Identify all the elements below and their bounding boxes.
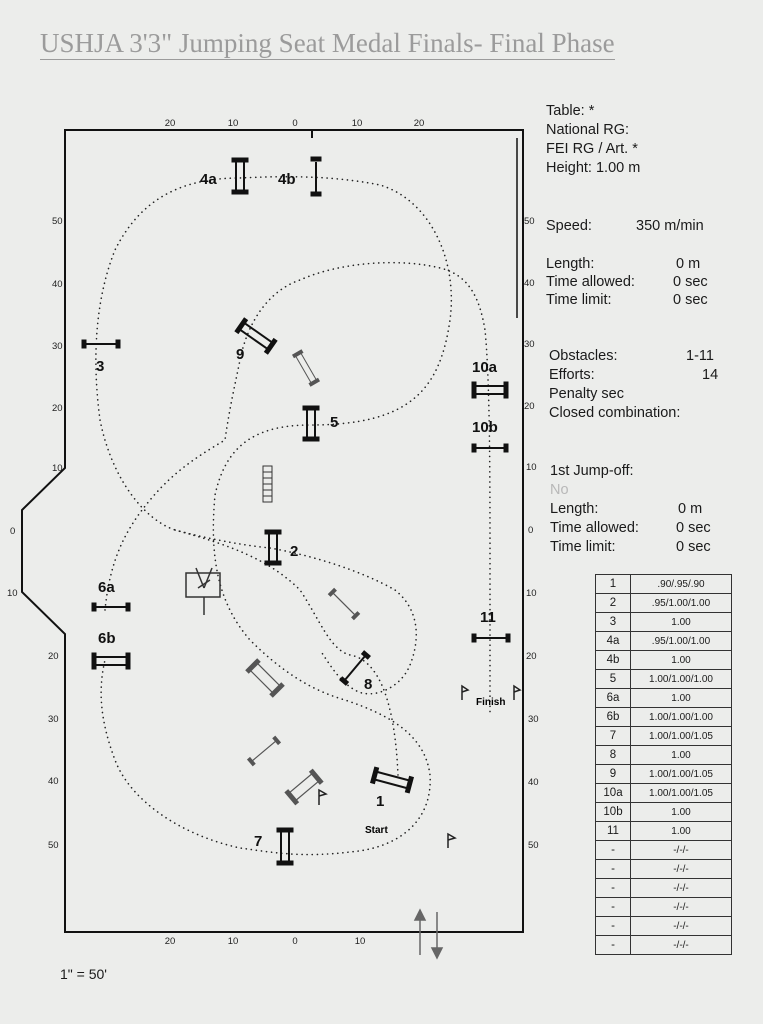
fence-label: 9: [236, 346, 245, 363]
info-speed-value: 350 m/min: [636, 218, 704, 234]
table-row: [596, 727, 732, 746]
table-row: [596, 765, 732, 784]
fence-number-cell: 5: [596, 670, 631, 689]
fence-number-cell: 10a: [596, 784, 631, 803]
fence-label: 2: [290, 543, 299, 560]
info-speed-label: Speed:: [546, 218, 592, 234]
start-flag-icon: [319, 790, 326, 805]
info-closed-combination: Closed combination:: [549, 405, 681, 421]
table-row: [596, 822, 732, 841]
fence-unnumbered: [263, 466, 272, 502]
fence-label: 1: [376, 793, 385, 810]
fence-label: 6b: [98, 630, 116, 647]
info-length-value: 0 m: [676, 256, 701, 272]
fence-height-cell: -/-/-: [631, 898, 732, 917]
fence-4b: [311, 157, 321, 196]
top-tick: 10: [227, 118, 239, 129]
right-tick: 50: [528, 840, 539, 851]
right-tick: 30: [528, 714, 539, 725]
left-tick: 40: [52, 279, 63, 290]
fence-height-cell: 1.00: [631, 822, 732, 841]
table-row: [596, 860, 732, 879]
fence-height-cell: .95/1.00/1.00: [631, 594, 732, 613]
fence-label: 8: [364, 676, 373, 693]
fence-10a: [472, 382, 508, 398]
fence-height-cell: -/-/-: [631, 917, 732, 936]
right-tick: 20: [526, 651, 537, 662]
page-title: USHJA 3'3" Jumping Seat Medal Finals- Final Phase: [40, 28, 615, 58]
fence-unnumbered: [328, 588, 359, 619]
info-time-allowed-value: 0 sec: [673, 274, 708, 290]
left-tick: 10: [7, 588, 18, 599]
left-tick: 20: [52, 403, 63, 414]
start-label: Start: [365, 825, 388, 836]
info-jo-time-limit-value: 0 sec: [676, 539, 711, 555]
fence-height-cell: 1.00/1.00/1.05: [631, 727, 732, 746]
fence-number-cell: 10b: [596, 803, 631, 822]
right-tick: 50: [524, 216, 535, 227]
fence-1: [371, 767, 414, 793]
fence-2: [265, 530, 281, 565]
fence-height-cell: -/-/-: [631, 879, 732, 898]
top-tick: 20: [164, 118, 176, 129]
fence-number-cell: -: [596, 898, 631, 917]
left-tick: 40: [48, 776, 59, 787]
info-length-label: Length:: [546, 256, 595, 272]
table-row: [596, 784, 732, 803]
fence-height-cell: .90/.95/.90: [631, 575, 732, 594]
right-tick: 40: [524, 278, 535, 289]
bottom-tick: 10: [227, 936, 239, 947]
scale-note: 1" = 50': [60, 966, 107, 982]
info-efforts-label: Efforts:: [549, 367, 595, 383]
fence-number-cell: 8: [596, 746, 631, 765]
fence-label: 5: [330, 414, 339, 431]
fence-number-cell: 9: [596, 765, 631, 784]
table-row: [596, 670, 732, 689]
table-row: [596, 917, 732, 936]
fence-label: 11: [480, 609, 496, 626]
right-tick: 0: [528, 525, 534, 536]
info-jo-length-value: 0 m: [678, 501, 703, 517]
table-row: [596, 613, 732, 632]
info-jo-time-allowed-value: 0 sec: [676, 520, 711, 536]
left-tick: 10: [52, 463, 63, 474]
left-tick: 20: [48, 651, 59, 662]
left-tick: 30: [48, 714, 59, 725]
info-jumpoff-value: No: [550, 482, 569, 498]
fence-7: [277, 828, 293, 865]
fence-height-cell: -/-/-: [631, 841, 732, 860]
table-row: [596, 632, 732, 651]
fence-unnumbered: [248, 736, 281, 765]
fence-number-cell: -: [596, 841, 631, 860]
fence-height-cell: 1.00/1.00/1.00: [631, 708, 732, 727]
info-time-limit-label: Time limit:: [546, 292, 612, 308]
fence-label: 10a: [472, 359, 498, 376]
table-row: [596, 841, 732, 860]
table-row: [596, 879, 732, 898]
fence-label: 4a: [200, 171, 217, 188]
start-flag-icon: [448, 834, 455, 848]
fence-unnumbered: [285, 769, 323, 804]
bottom-tick: 20: [164, 936, 176, 947]
fence-label: 10b: [472, 419, 498, 436]
table-row: [596, 898, 732, 917]
right-tick: 40: [528, 777, 539, 788]
judges-box: [186, 568, 220, 615]
fence-3: [82, 340, 120, 348]
finish-label: Finish: [476, 697, 506, 708]
fence-unnumbered: [293, 350, 320, 386]
info-panel: [546, 0, 763, 560]
fence-height-cell: .95/1.00/1.00: [631, 632, 732, 651]
finish-flag-icon: [514, 686, 520, 700]
fence-number-cell: -: [596, 879, 631, 898]
fence-number-cell: 3: [596, 613, 631, 632]
fence-label: 6a: [98, 579, 115, 596]
fence-number-cell: 2: [596, 594, 631, 613]
fence-height-cell: 1.00/1.00/1.05: [631, 784, 732, 803]
bottom-tick: 10: [354, 936, 366, 947]
fence-height-cell: -/-/-: [631, 860, 732, 879]
info-fei-rg: FEI RG / Art. *: [546, 141, 638, 157]
heights-table: [595, 574, 732, 955]
info-jo-length-label: Length:: [550, 501, 599, 517]
fence-11: [472, 634, 510, 642]
table-row: [596, 803, 732, 822]
fence-number-cell: 1: [596, 575, 631, 594]
fence-label: 4b: [278, 171, 296, 188]
fence-number-cell: 11: [596, 822, 631, 841]
fence-height-cell: 1.00/1.00/1.05: [631, 765, 732, 784]
info-jo-time-limit-label: Time limit:: [550, 539, 616, 555]
top-tick: 10: [351, 118, 363, 129]
track-path: [105, 263, 490, 712]
left-tick: 0: [10, 526, 16, 537]
right-tick: 10: [526, 462, 537, 473]
table-row: [596, 575, 732, 594]
entrance-arrows: [415, 910, 442, 958]
bottom-tick: 0: [292, 936, 298, 947]
fence-height-cell: 1.00: [631, 746, 732, 765]
fence-number-cell: 7: [596, 727, 631, 746]
fence-height-cell: 1.00/1.00/1.00: [631, 670, 732, 689]
right-tick: 30: [524, 339, 535, 350]
finish-flag-icon: [462, 686, 468, 700]
table-row: [596, 651, 732, 670]
right-tick: 20: [524, 401, 535, 412]
info-obstacles-label: Obstacles:: [549, 348, 618, 364]
info-national-rg: National RG:: [546, 122, 630, 138]
info-time-limit-value: 0 sec: [673, 292, 708, 308]
track-path: [96, 177, 451, 855]
info-penalty: Penalty sec: [549, 386, 624, 402]
left-tick: 50: [48, 840, 59, 851]
fence-4a: [232, 158, 248, 194]
fence-number-cell: 4b: [596, 651, 631, 670]
table-row: [596, 936, 732, 955]
fence-5: [303, 406, 319, 441]
left-tick: 50: [52, 216, 63, 227]
info-time-allowed-label: Time allowed:: [546, 274, 635, 290]
fence-height-cell: 1.00: [631, 803, 732, 822]
fence-number-cell: 6a: [596, 689, 631, 708]
info-efforts-value: 14: [702, 367, 719, 383]
table-row: [596, 746, 732, 765]
top-tick: 20: [413, 118, 425, 129]
fence-number-cell: -: [596, 917, 631, 936]
fence-unnumbered: [246, 659, 284, 697]
fence-height-cell: 1.00: [631, 689, 732, 708]
fence-height-cell: -/-/-: [631, 936, 732, 955]
info-jo-time-allowed-label: Time allowed:: [550, 520, 639, 536]
table-row: [596, 689, 732, 708]
fence-number-cell: 6b: [596, 708, 631, 727]
fence-label: 3: [96, 358, 105, 375]
info-table: Table: *: [546, 103, 595, 119]
fence-number-cell: -: [596, 860, 631, 879]
fence-6b: [92, 653, 130, 669]
right-tick: 10: [526, 588, 537, 599]
fence-number-cell: 4a: [596, 632, 631, 651]
fence-height-cell: 1.00: [631, 651, 732, 670]
info-height: Height: 1.00 m: [546, 160, 641, 176]
info-obstacles-value: 1-11: [686, 348, 714, 364]
left-tick: 30: [52, 341, 63, 352]
table-row: [596, 594, 732, 613]
top-tick: 0: [292, 118, 298, 129]
info-jumpoff-label: 1st Jump-off:: [550, 463, 634, 479]
fence-label: 7: [254, 833, 263, 850]
fence-height-cell: 1.00: [631, 613, 732, 632]
fence-number-cell: -: [596, 936, 631, 955]
table-row: [596, 708, 732, 727]
fence-6a: [92, 603, 130, 611]
